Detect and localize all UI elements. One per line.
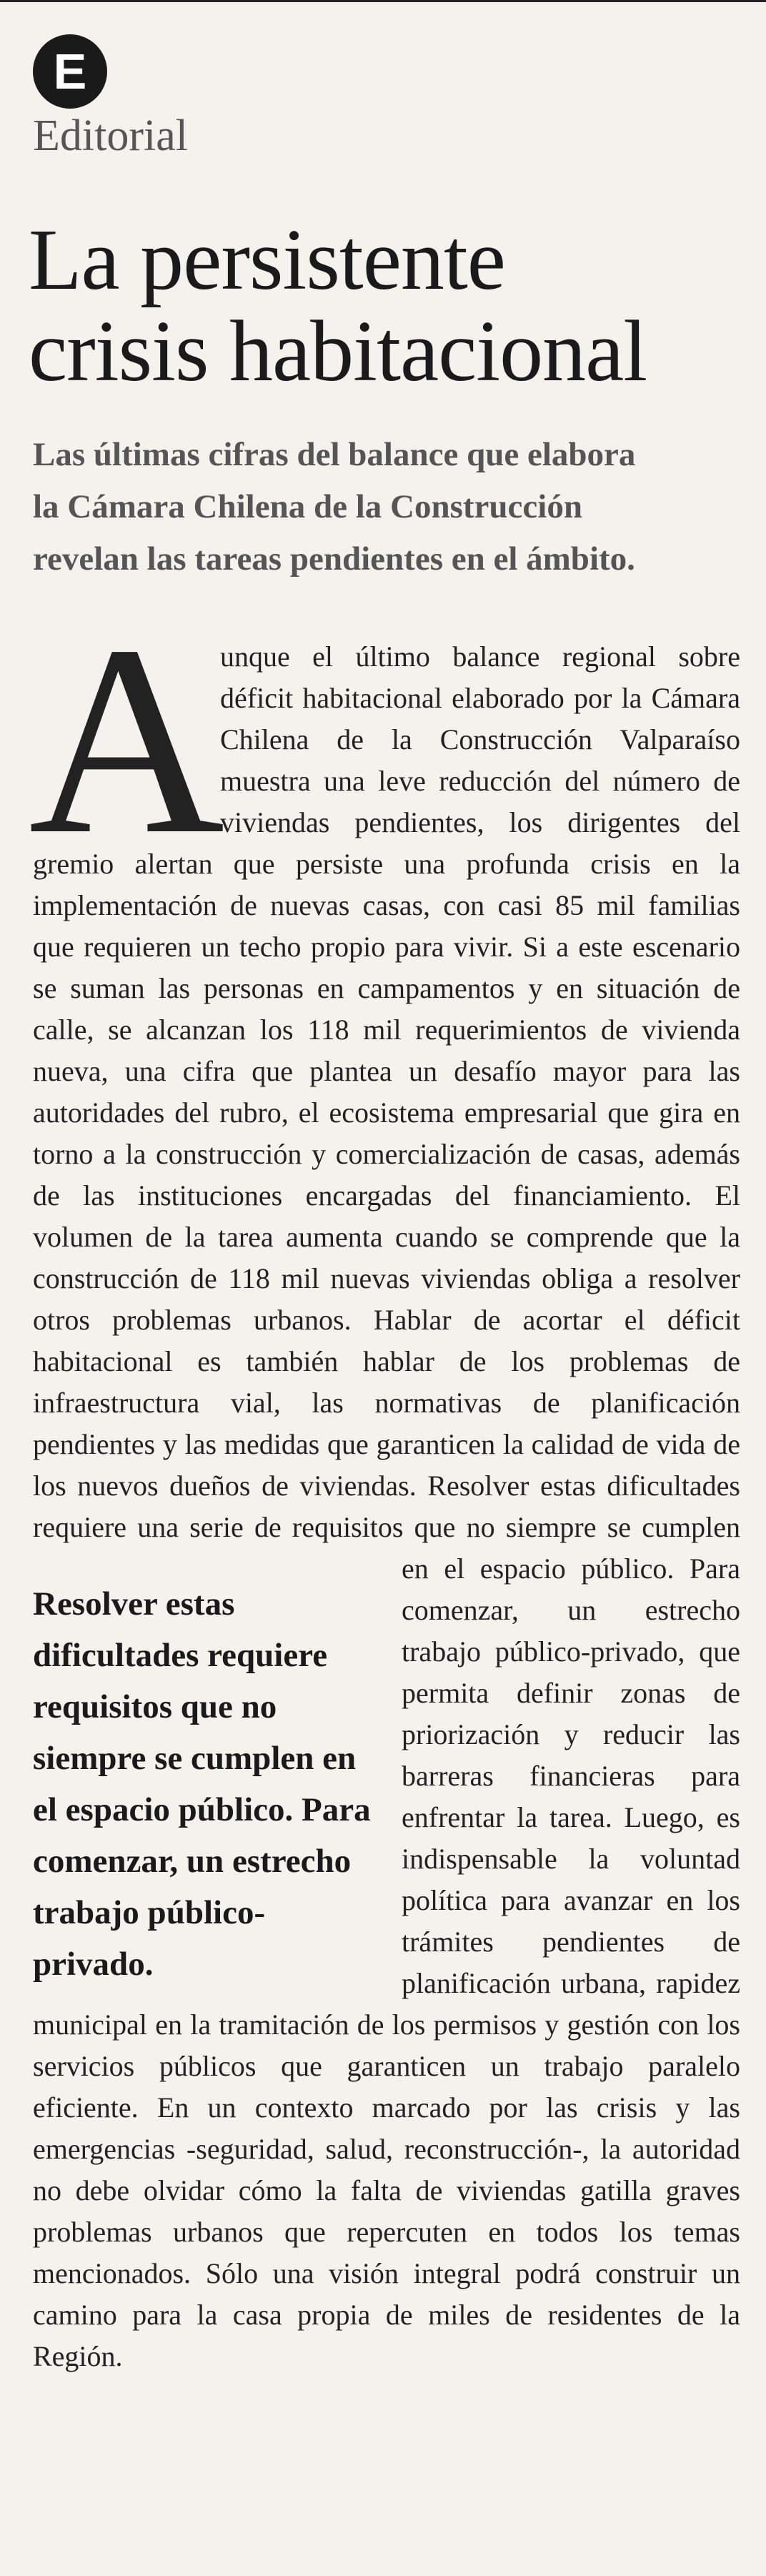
drop-cap-container xyxy=(29,590,225,891)
dek-line-2: la Cámara Chilena de la Construcción xyxy=(33,488,582,525)
editorial-badge xyxy=(33,34,107,109)
headline xyxy=(29,212,743,400)
dek-line-3: revelan las tareas pendientes en el ámbito. xyxy=(33,540,635,578)
section-label: Editorial xyxy=(33,112,188,160)
article-body xyxy=(29,590,740,2377)
drop-cap: A xyxy=(29,590,225,891)
dek-line-1: Las últimas cifras del balance que elabora xyxy=(33,436,636,473)
headline-line-1: La persistente xyxy=(29,212,505,308)
pull-quote: Resolver estas dificultades requiere requisitos que no siempre se cumplen en el espacio público. Para comenzar, un estrecho trabajo público-privado. xyxy=(33,1585,371,1983)
dek-subtitle xyxy=(33,429,740,585)
badge-letter: E xyxy=(53,44,87,99)
article-text: unque el último balance regional sobre déficit habitacional elaborado por la Cámara Chilena de la Construcción Valparaíso muestra una leve reducción del número de viviendas pendientes, los dirigentes del gremio alertan que persiste una profunda crisis en la implementación de nuevas casas, con casi 85 mil familias que requieren un techo propio para vivir. Si a este escenario se suman las personas en campamentos y en situación de calle, se alcanzan los 118 mil requerimientos de vivienda nueva, una cifra que plantea un desafío mayor para las autoridades del rubro, el ecosistema empresarial que gira en torno a la construcción y comercialización de casas, además de las instituciones encargadas del financiamiento. El volumen de la tarea aumenta cuando se comprende que la construcción de 118 mil nuevas viviendas obliga a resolver otros problemas urbanos. Hablar de acortar el déficit habitacional es también hablar de los problemas de infraestructura vial, las normativas de planificación pendientes y las medidas que garanticen la calidad de vida de los nuevos dueños de viviendas. Resolver estas dificultades requiere una serie de requisitos que no siempre se cumplen en el espacio público. Para comenzar, un estrecho trabajo público-privado, que permita definir zonas de priorización y reducir las barreras financieras para enfrentar la tarea. Luego, es indispensable la voluntad política para avanzar en los trámites pendientes de planificación urbana, rapidez municipal en la tramitación de los permisos y gestión con los servicios públicos que garanticen un trabajo paralelo eficiente. En un contexto marcado por las crisis y las emergencias -seguridad, salud, reconstrucción-, la autoridad no debe olvidar cómo la falta de viviendas gatilla graves problemas urbanos que repercuten en todos los temas mencionados. Sólo una visión integral podrá construir un camino para la casa propia de miles de residentes de la Región. xyxy=(33,640,740,2372)
headline-line-2: crisis habitacional xyxy=(29,303,647,400)
top-rule xyxy=(0,0,766,2)
